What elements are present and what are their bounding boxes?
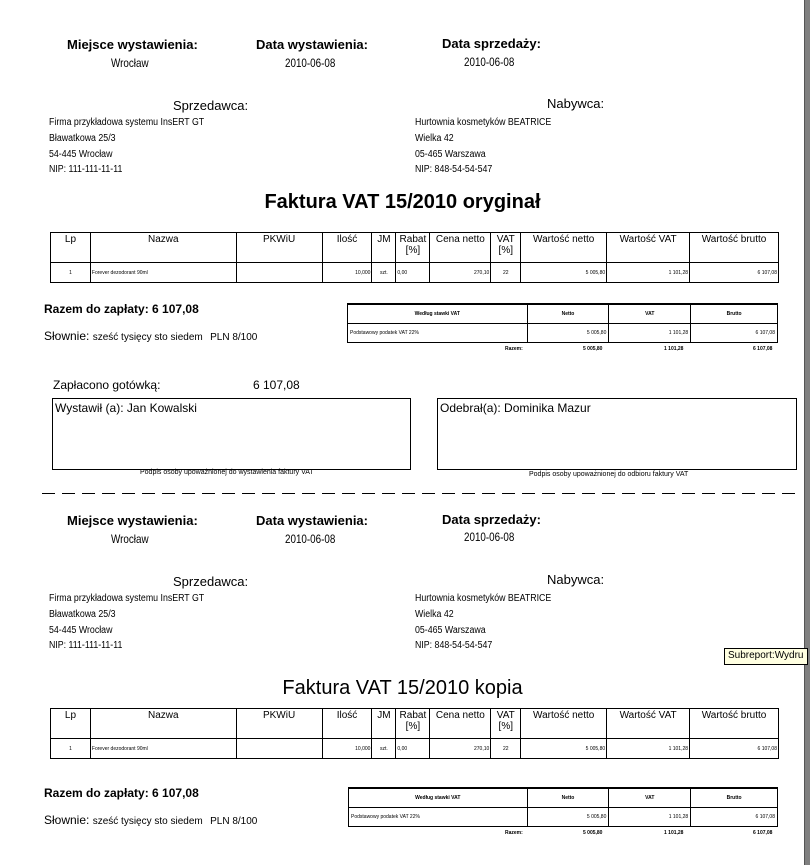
- cell: 6 107,08: [690, 739, 779, 759]
- vat-header: Netto: [527, 788, 609, 807]
- vat-header: Brutto: [691, 788, 778, 807]
- words-label: Słownie:: [44, 329, 90, 343]
- cut-line-dash: [122, 493, 135, 494]
- cut-line-dash: [462, 493, 475, 494]
- cut-line-dash: [422, 493, 435, 494]
- table-row: [51, 263, 779, 283]
- amount-in-words: [44, 813, 257, 827]
- vat-total-vat: 1 101,28: [664, 830, 684, 836]
- cell: 6 107,08: [691, 323, 778, 342]
- cell: 0,00: [396, 263, 430, 283]
- seller-line: Firma przykładowa systemu InsERT GT: [49, 593, 205, 604]
- col-vat-rate: VAT [%]: [491, 709, 521, 739]
- cell: szt.: [372, 739, 396, 759]
- receiver-name: Odebrał(a): Dominika Mazur: [440, 401, 591, 415]
- issuer-name: Wystawił (a): Jan Kowalski: [55, 401, 197, 415]
- cell: 5 005,80: [527, 323, 609, 342]
- cell: [236, 263, 322, 283]
- total-due-value: 6 107,08: [152, 786, 199, 800]
- cut-line-dash: [282, 493, 295, 494]
- cut-line-dash: [662, 493, 675, 494]
- cell: Podstawowy podatek VAT 22%: [349, 807, 528, 826]
- cut-line-dash: [562, 493, 575, 494]
- subreport-tooltip: Subreport:Wydru: [724, 648, 808, 665]
- cut-line-dash: [482, 493, 495, 494]
- col-discount: Rabat [%]: [396, 709, 430, 739]
- vat-header: Brutto: [691, 304, 778, 323]
- issue-date-value: 2010-06-08: [285, 56, 336, 70]
- table-row: [349, 807, 778, 826]
- cut-line-dash: [142, 493, 155, 494]
- sale-date-label: Data sprzedaży:: [442, 36, 541, 51]
- col-name: Nazwa: [90, 233, 236, 263]
- seller-line: Bławatkowa 25/3: [49, 133, 116, 144]
- place-value: Wrocław: [111, 532, 149, 546]
- seller-title: Sprzedawca:: [173, 98, 249, 113]
- words-label: Słownie:: [44, 813, 90, 827]
- vat-total-label: Razem:: [505, 346, 523, 352]
- buyer-line: Wielka 42: [415, 609, 454, 620]
- cut-line-dash: [362, 493, 375, 494]
- col-pkwiu: PKWiU: [236, 709, 322, 739]
- issue-date-value: 2010-06-08: [285, 532, 336, 546]
- vat-summary-table: [347, 303, 778, 343]
- vat-total-net: 5 005,80: [583, 346, 603, 352]
- table-row: [348, 323, 778, 342]
- cell: 5 005,80: [521, 263, 607, 283]
- cut-line-dash: [582, 493, 595, 494]
- buyer-line: 05-465 Warszawa: [415, 625, 486, 636]
- col-discount: Rabat [%]: [396, 233, 430, 263]
- vat-total-gross: 6 107,08: [753, 830, 773, 836]
- seller-line: 54-445 Wrocław: [49, 149, 113, 160]
- cut-line-dash: [602, 493, 615, 494]
- col-unit: JM: [372, 709, 396, 739]
- total-due: [44, 786, 199, 800]
- col-vat-value: Wartość VAT: [607, 233, 690, 263]
- cut-line-dash: [702, 493, 715, 494]
- cut-line-dash: [742, 493, 755, 494]
- vat-header: Netto: [527, 304, 609, 323]
- seller-title: Sprzedawca:: [173, 574, 249, 589]
- cell: 270,10: [430, 263, 491, 283]
- cut-line-dash: [42, 493, 55, 494]
- col-lp: Lp: [51, 709, 91, 739]
- col-vat-value: Wartość VAT: [607, 709, 690, 739]
- issue-date-label: Data wystawienia:: [256, 513, 368, 528]
- col-net-price: Cena netto: [430, 709, 491, 739]
- cut-line-dash: [342, 493, 355, 494]
- total-due: [44, 302, 199, 316]
- seller-line: 54-445 Wrocław: [49, 625, 113, 636]
- cut-line-dash: [162, 493, 175, 494]
- buyer-line: Wielka 42: [415, 133, 454, 144]
- seller-line: Firma przykładowa systemu InsERT GT: [49, 117, 205, 128]
- cut-line-dash: [642, 493, 655, 494]
- vat-summary-table: [348, 787, 778, 827]
- col-gross-value: Wartość brutto: [690, 709, 779, 739]
- issue-date-label: Data wystawienia:: [256, 37, 368, 52]
- cut-line-dash: [102, 493, 115, 494]
- cut-line-dash: [522, 493, 535, 494]
- vat-total-net: 5 005,80: [583, 830, 603, 836]
- cell: 10,000: [322, 739, 372, 759]
- vat-total-label: Razem:: [505, 830, 523, 836]
- cut-line-dash: [622, 493, 635, 494]
- buyer-line: NIP: 848-54-54-547: [415, 640, 493, 651]
- sale-date-label: Data sprzedaży:: [442, 512, 541, 527]
- cell: 5 005,80: [527, 807, 609, 826]
- words-tail: PLN 8/100: [210, 816, 258, 827]
- cell: 5 005,80: [521, 739, 607, 759]
- cell: szt.: [372, 263, 396, 283]
- cell: 1: [51, 739, 91, 759]
- col-name: Nazwa: [90, 709, 236, 739]
- col-net-price: Cena netto: [430, 233, 491, 263]
- cell: 270,10: [430, 739, 491, 759]
- cut-line-dash: [762, 493, 775, 494]
- vat-header: VAT: [609, 788, 691, 807]
- buyer-title: Nabywca:: [547, 96, 605, 111]
- col-qty: Ilość: [322, 709, 372, 739]
- amount-in-words: [44, 329, 257, 343]
- cut-line-dash: [82, 493, 95, 494]
- cell: 1 101,28: [609, 807, 691, 826]
- col-gross-value: Wartość brutto: [690, 233, 779, 263]
- cell: 1: [51, 263, 91, 283]
- issuer-signature-caption: Podpis osoby upoważnionej do wystawienia faktury VAT: [140, 469, 314, 476]
- total-due-value: 6 107,08: [152, 302, 199, 316]
- col-qty: Ilość: [322, 233, 372, 263]
- cut-line-dash: [262, 493, 275, 494]
- col-net-value: Wartość netto: [521, 709, 607, 739]
- col-pkwiu: PKWiU: [236, 233, 322, 263]
- cell: 10,000: [322, 263, 372, 283]
- cell: Podstawowy podatek VAT 22%: [348, 323, 528, 342]
- cut-line-dash: [222, 493, 235, 494]
- invoice-title-original: Faktura VAT 15/2010 oryginał: [264, 191, 541, 213]
- cell: 0,00: [396, 739, 430, 759]
- cut-line-dash: [782, 493, 795, 494]
- cell: 22: [491, 739, 521, 759]
- cut-line-dash: [322, 493, 335, 494]
- cell: 1 101,28: [609, 323, 691, 342]
- cell: [236, 739, 322, 759]
- cut-line-dash: [682, 493, 695, 494]
- seller-line: NIP: 111-111-11-11: [49, 164, 123, 175]
- table-row: [51, 739, 779, 759]
- vat-header: VAT: [609, 304, 691, 323]
- issuer-signature-box: [52, 398, 411, 470]
- col-vat-rate: VAT [%]: [491, 233, 521, 263]
- words-text: sześć tysięcy sto siedem: [92, 332, 203, 343]
- cut-line-dash: [302, 493, 315, 494]
- seller-line: Bławatkowa 25/3: [49, 609, 116, 620]
- items-table: [50, 232, 779, 283]
- col-lp: Lp: [51, 233, 91, 263]
- items-table: [50, 708, 779, 759]
- buyer-line: 05-465 Warszawa: [415, 149, 486, 160]
- cell: 22: [491, 263, 521, 283]
- cut-line-dash: [242, 493, 255, 494]
- words-tail: PLN 8/100: [210, 332, 258, 343]
- vat-header: Według stawki VAT: [348, 304, 528, 323]
- cut-line-dash: [382, 493, 395, 494]
- buyer-line: Hurtownia kosmetyków BEATRICE: [415, 117, 552, 128]
- sale-date-value: 2010-06-08: [464, 530, 515, 544]
- paid-cash-value: 6 107,08: [253, 378, 300, 392]
- buyer-title: Nabywca:: [547, 572, 605, 587]
- cell: 1 101,28: [607, 263, 690, 283]
- cell: 6 107,08: [691, 807, 778, 826]
- cut-line-dash: [542, 493, 555, 494]
- cut-line-dash: [202, 493, 215, 494]
- vat-header: Według stawki VAT: [349, 788, 528, 807]
- col-unit: JM: [372, 233, 396, 263]
- place-label: Miejsce wystawienia:: [67, 513, 198, 528]
- cut-line-dash: [62, 493, 75, 494]
- seller-line: NIP: 111-111-11-11: [49, 640, 123, 651]
- words-text: sześć tysięcy sto siedem: [92, 816, 203, 827]
- paid-cash-label: Zapłacono gotówką:: [53, 378, 161, 392]
- vat-total-vat: 1 101,28: [664, 346, 684, 352]
- cell: Forever dezodorant 90ml: [90, 739, 236, 759]
- place-label: Miejsce wystawienia:: [67, 37, 198, 52]
- cut-line-dash: [722, 493, 735, 494]
- receiver-signature-caption: Podpis osoby upoważnionej do odbioru faktury VAT: [529, 471, 689, 478]
- cut-line-dash: [502, 493, 515, 494]
- vat-total-gross: 6 107,08: [753, 346, 773, 352]
- cell: Forever dezodorant 90ml: [90, 263, 236, 283]
- invoice-title-copy: Faktura VAT 15/2010 kopia: [282, 677, 523, 699]
- buyer-line: Hurtownia kosmetyków BEATRICE: [415, 593, 552, 604]
- place-value: Wrocław: [111, 56, 149, 70]
- cut-line-dash: [182, 493, 195, 494]
- receiver-signature-box: [437, 398, 797, 470]
- cut-line-dash: [402, 493, 415, 494]
- total-due-label: Razem do zapłaty:: [44, 302, 149, 316]
- cell: 6 107,08: [690, 263, 779, 283]
- col-net-value: Wartość netto: [521, 233, 607, 263]
- sale-date-value: 2010-06-08: [464, 55, 515, 69]
- buyer-line: NIP: 848-54-54-547: [415, 164, 493, 175]
- cut-line-dash: [442, 493, 455, 494]
- total-due-label: Razem do zapłaty:: [44, 786, 149, 800]
- cell: 1 101,28: [607, 739, 690, 759]
